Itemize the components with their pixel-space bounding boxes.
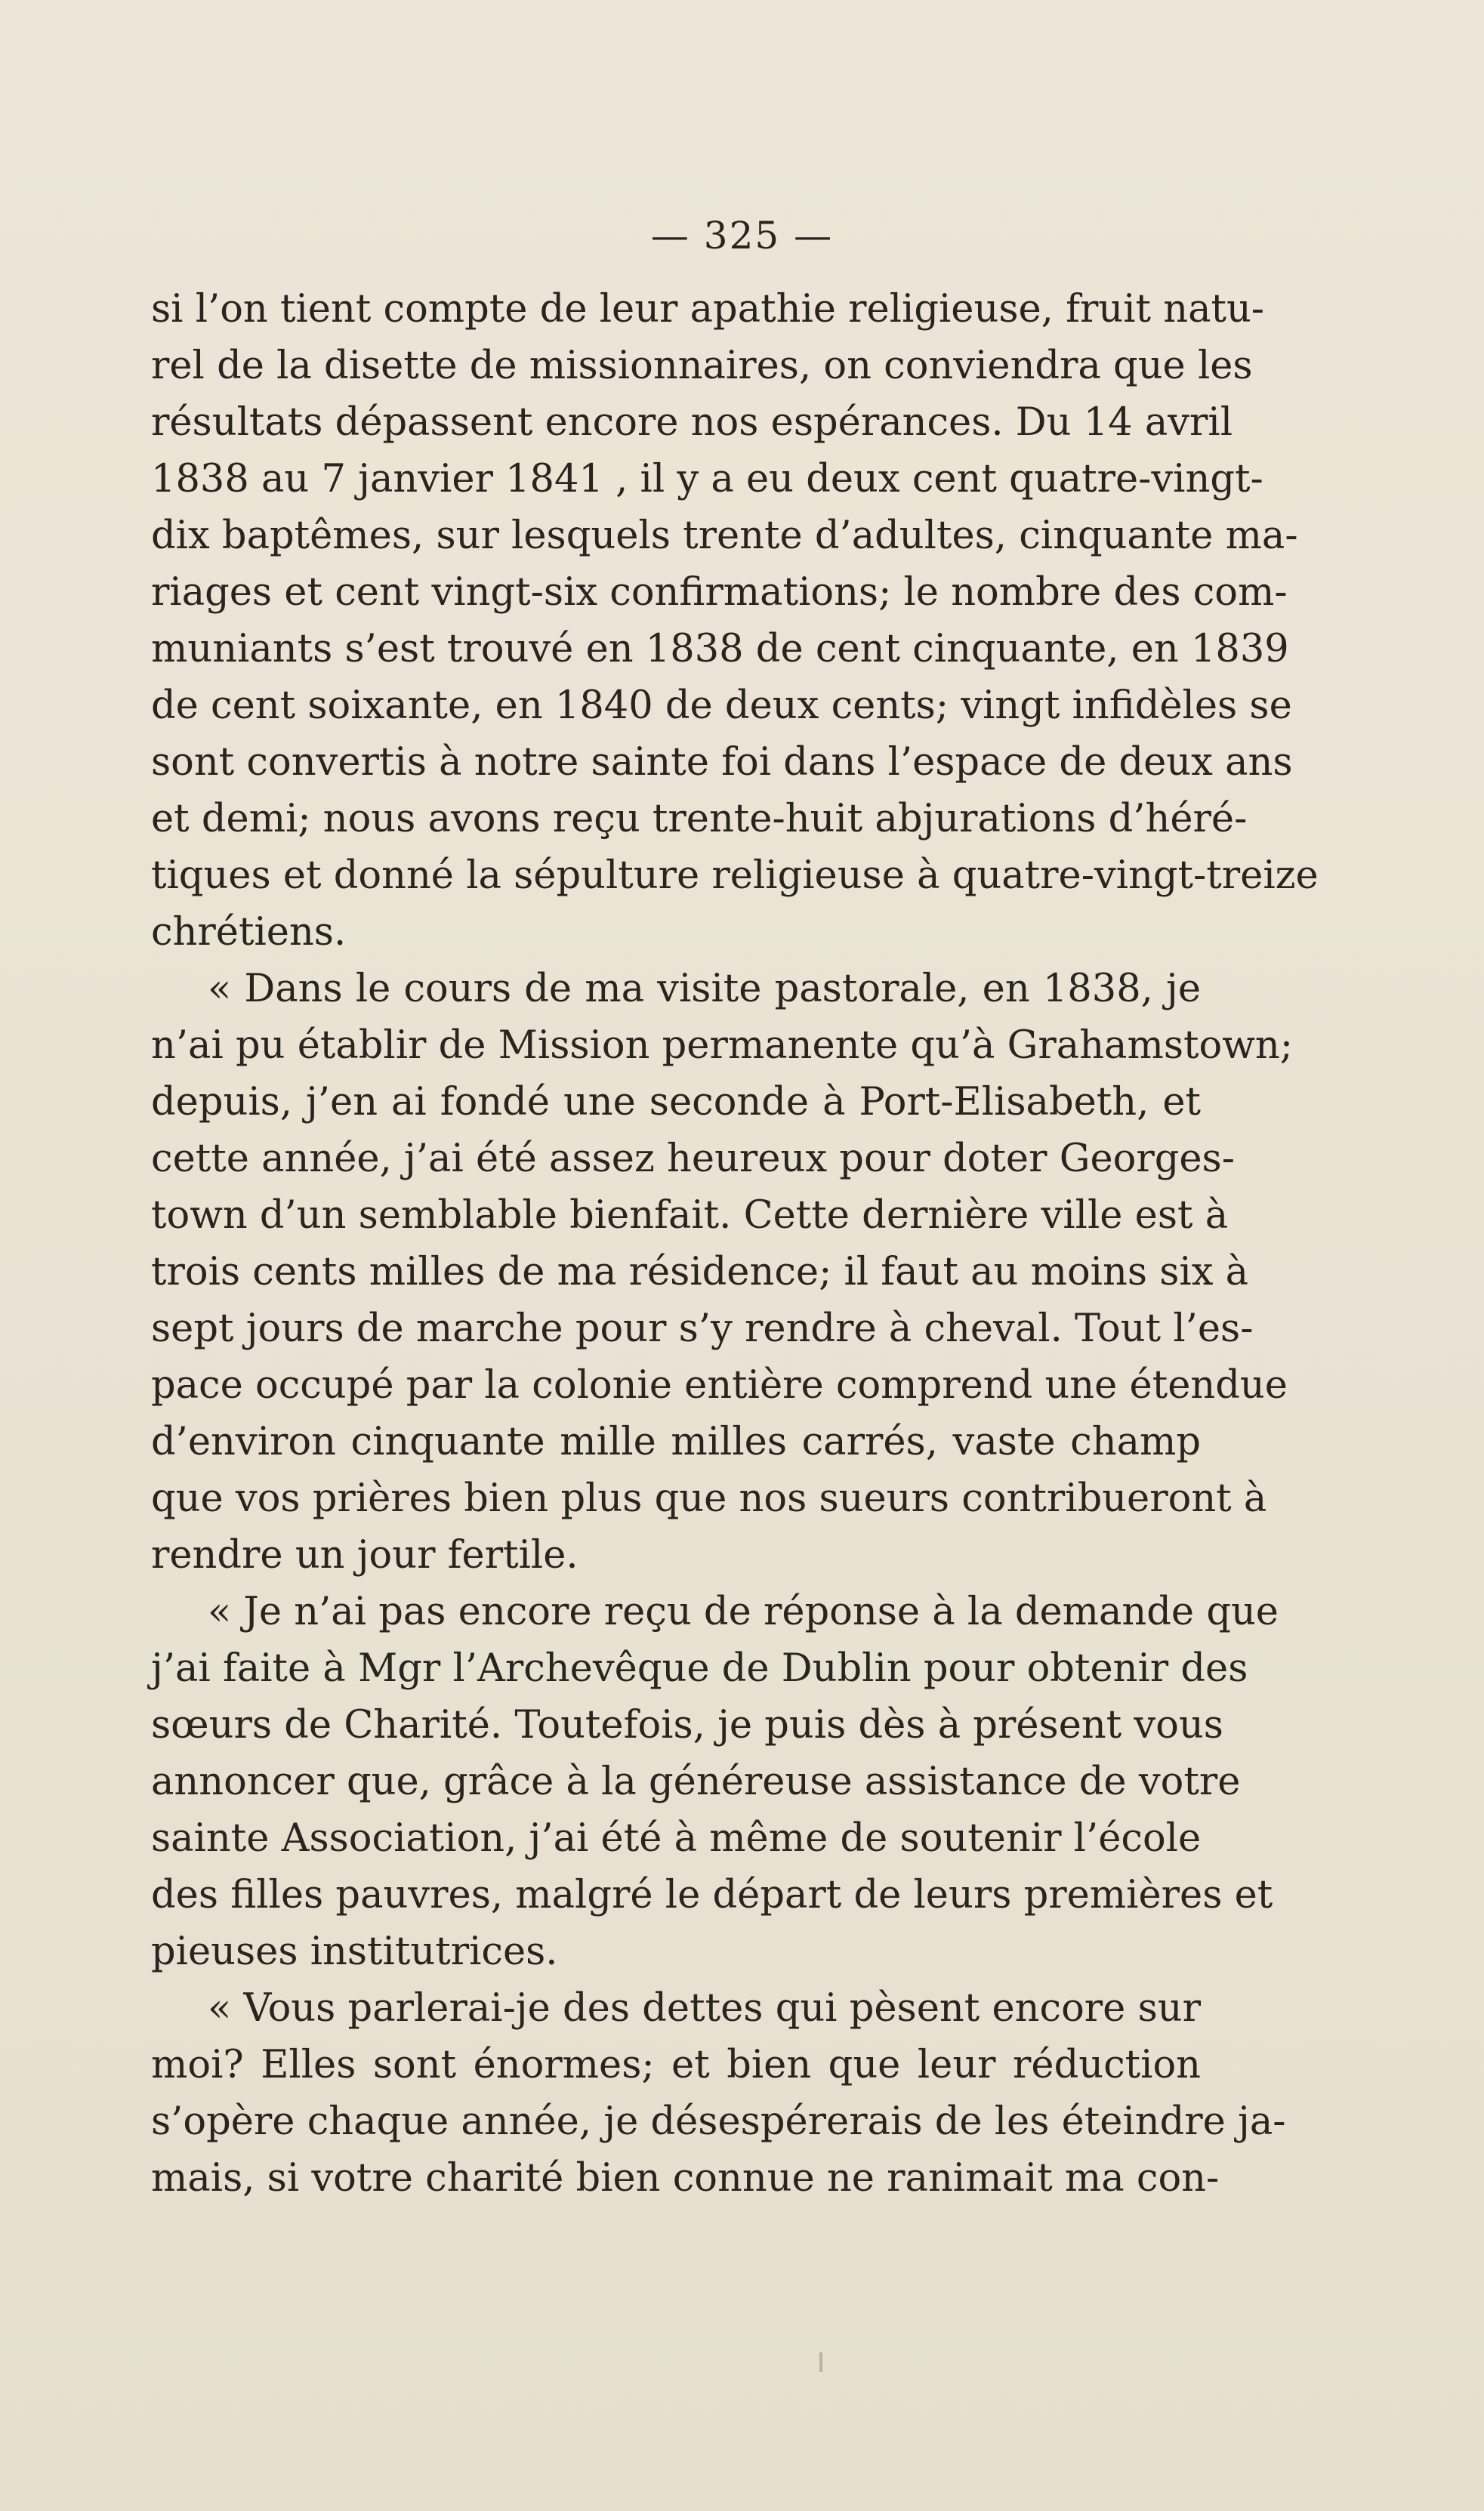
paper-mark (819, 2352, 822, 2372)
text-line: des filles pauvres, malgré le départ de leurs premières et (151, 1873, 1273, 1917)
text-line: mais, si votre charité bien connue ne ranimait ma con- (151, 2156, 1220, 2201)
text-line: j’ai faite à Mgr l’Archevêque de Dublin pour obtenir des (151, 1646, 1248, 1691)
text-line: sœurs de Charité. Toutefois, je puis dès à présent vous (151, 1703, 1223, 1748)
text-line: n’ai pu établir de Mission permanente qu’à Grahamstown; (151, 1023, 1293, 1068)
text-line: s’opère chaque année, je désespérerais de les éteindre ja- (151, 2099, 1286, 2144)
text-line: chrétiens. (151, 910, 347, 955)
text-line: « Je n’ai pas encore reçu de réponse à la demande que (208, 1590, 1279, 1634)
text-line: 1838 au 7 janvier 1841 , il y a eu deux cent quatre-vingt- (151, 457, 1263, 501)
text-line: que vos prières bien plus que nos sueurs contribueront à (151, 1476, 1267, 1521)
text-line: pace occupé par la colonie entière comprend une étendue (151, 1363, 1288, 1408)
text-line: d’environ cinquante mille milles carrés, vaste champ (151, 1420, 1201, 1464)
text-line: pieuses institutrices. (151, 1930, 558, 1974)
text-line: rendre un jour fertile. (151, 1533, 578, 1578)
text-line: résultats dépassent encore nos espérances. Du 14 avril (151, 400, 1233, 445)
page-number: — 325 — (650, 214, 834, 258)
text-line: moi? Elles sont énormes; et bien que leur réduction (151, 2043, 1201, 2087)
text-line: town d’un semblable bienfait. Cette dernière ville est à (151, 1193, 1229, 1238)
text-line: sainte Association, j’ai été à même de soutenir l’école (151, 1816, 1202, 1861)
text-line: annoncer que, grâce à la généreuse assistance de votre (151, 1760, 1241, 1804)
text-line: dix baptêmes, sur lesquels trente d’adultes, cinquante ma- (151, 514, 1298, 558)
text-line: trois cents milles de ma résidence; il faut au moins six à (151, 1250, 1249, 1294)
text-line: sont convertis à notre sainte foi dans l’espace de deux ans (151, 740, 1293, 785)
text-line: tiques et donné la sépulture religieuse à quatre-vingt-treize (151, 853, 1319, 898)
text-line: rel de la disette de missionnaires, on conviendra que les (151, 344, 1253, 388)
body-text (151, 281, 1319, 2207)
text-line: « Vous parlerai-je des dettes qui pèsent encore sur (208, 1986, 1201, 2031)
text-line: de cent soixante, en 1840 de deux cents; vingt infidèles se (151, 683, 1292, 728)
text-line: si l’on tient compte de leur apathie religieuse, fruit natu- (151, 287, 1265, 332)
text-line: muniants s’est trouvé en 1838 de cent cinquante, en 1839 (151, 627, 1289, 671)
text-line: riages et cent vingt-six confirmations; le nombre des com- (151, 570, 1288, 615)
text-line: « Dans le cours de ma visite pastorale, en 1838, je (208, 967, 1201, 1011)
text-line: et demi; nous avons reçu trente-huit abjurations d’héré- (151, 797, 1248, 841)
text-line: cette année, j’ai été assez heureux pour doter Georges- (151, 1137, 1235, 1181)
text-line: sept jours de marche pour s’y rendre à cheval. Tout l’es- (151, 1306, 1254, 1351)
text-line: depuis, j’en ai fondé une seconde à Port-Elisabeth, et (151, 1080, 1201, 1124)
